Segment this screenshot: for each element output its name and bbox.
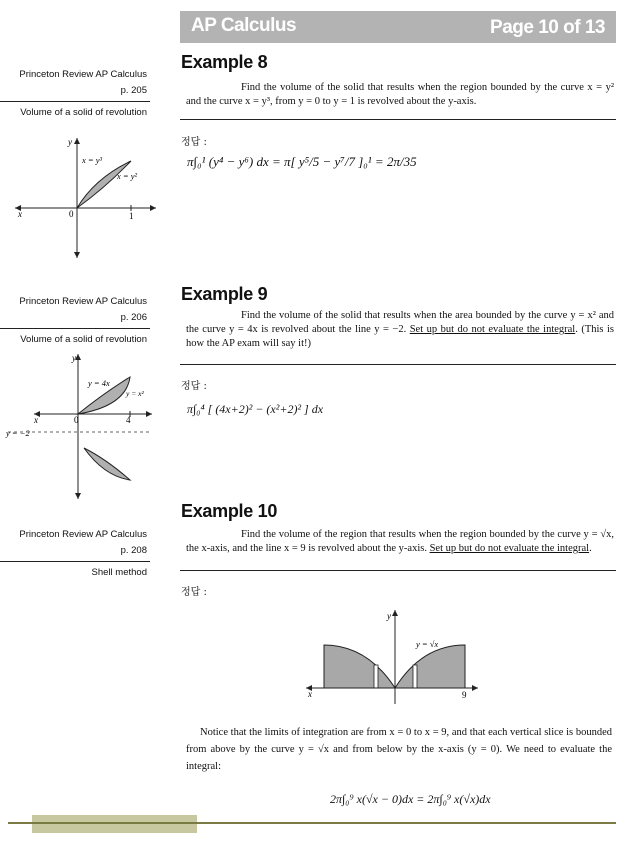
example-10-title: Example 10 <box>181 501 278 521</box>
curve-label-2: y = x² <box>126 389 144 398</box>
origin-label: 0 <box>74 415 79 425</box>
example-8-sidebar <box>0 67 150 118</box>
example-9-sidebar <box>0 294 150 345</box>
tick-label: 1 <box>129 211 134 221</box>
axis-x-label: x <box>308 689 312 699</box>
example-8-title: Example 8 <box>181 52 268 72</box>
source-reference: Princeton Review AP Calculus p. 205 <box>0 67 150 102</box>
line-label: y = −2 <box>6 428 30 438</box>
example-9-problem: Find the volume of the solid that results when the area bounded by the curve y = x² and the curve y = 4x is revolved about the line y = −2. Set up but do not evaluate the integral. (This is how the AP exam will say it!) <box>186 310 614 349</box>
tick-label: 9 <box>462 690 467 700</box>
curve-label-2: x = y² <box>117 171 138 181</box>
topic-label: Volume of a solid of revolution <box>20 107 147 118</box>
answer-label: 정답 : <box>181 381 207 392</box>
divider <box>180 364 616 365</box>
example-8-answer: π∫₀¹ (y⁴ − y⁶) dx = π[ y⁵/5 − y⁷/7 ]₀¹ = 2π/35 <box>187 154 417 169</box>
axis-x-label: x <box>18 209 22 219</box>
topic-label: Shell method <box>91 567 147 578</box>
divider <box>180 119 616 120</box>
example-10-sidebar <box>0 527 150 578</box>
axis-y-label: y <box>68 137 72 147</box>
example-9-answer: π∫₀⁴ [ (4x+2)² − (x²+2)² ] dx <box>187 402 324 416</box>
origin-label: 0 <box>69 209 74 219</box>
example-10-note: Notice that the limits of integration are from x = 0 to x = 9, and that each vertical slice is bounded from above by the curve y = √x and from below by the x-axis (y = 0). We need to evaluate the integral: <box>186 727 612 772</box>
example-8-problem: Find the volume of the solid that results when the region bounded by the curve x = y² and the curve x = y³, from y = 0 to y = 1 is revolved about the y-axis. <box>186 82 614 107</box>
example-9-graph <box>4 351 154 501</box>
tick-label: 4 <box>126 415 131 425</box>
axis-y-label: y <box>72 353 76 363</box>
footer-accent <box>32 815 197 833</box>
axis-x-label: x <box>34 415 38 425</box>
divider <box>180 570 616 571</box>
example-8-graph <box>10 133 160 263</box>
source-reference: Princeton Review AP Calculus p. 206 <box>0 294 150 329</box>
answer-label: 정답 : <box>181 137 207 148</box>
answer-label: 정답 : <box>181 587 207 598</box>
curve-label-1: x = y³ <box>82 155 103 165</box>
footer-rule <box>8 822 616 824</box>
example-10-graph <box>302 607 482 707</box>
page-header <box>180 11 616 43</box>
example-10-final-formula: 2π∫₀⁹ x(√x − 0)dx = 2π∫₀⁹ x(√x)dx <box>330 792 491 806</box>
header-title: AP Calculus <box>191 15 297 36</box>
topic-label: Volume of a solid of revolution <box>20 334 147 345</box>
source-reference: Princeton Review AP Calculus p. 208 <box>0 527 150 562</box>
page-number: Page 10 of 13 <box>490 17 605 38</box>
curve-label: y = √x <box>416 639 439 649</box>
example-10-problem: Find the volume of the region that results when the region bounded by the curve y = √x, the x-axis, and the line x = 9 is revolved about the y-axis. Set up but do not evaluate the integral. <box>186 529 614 554</box>
example-9-title: Example 9 <box>181 284 268 304</box>
curve-label-1: y = 4x <box>88 378 110 388</box>
axis-y-label: y <box>387 611 391 621</box>
